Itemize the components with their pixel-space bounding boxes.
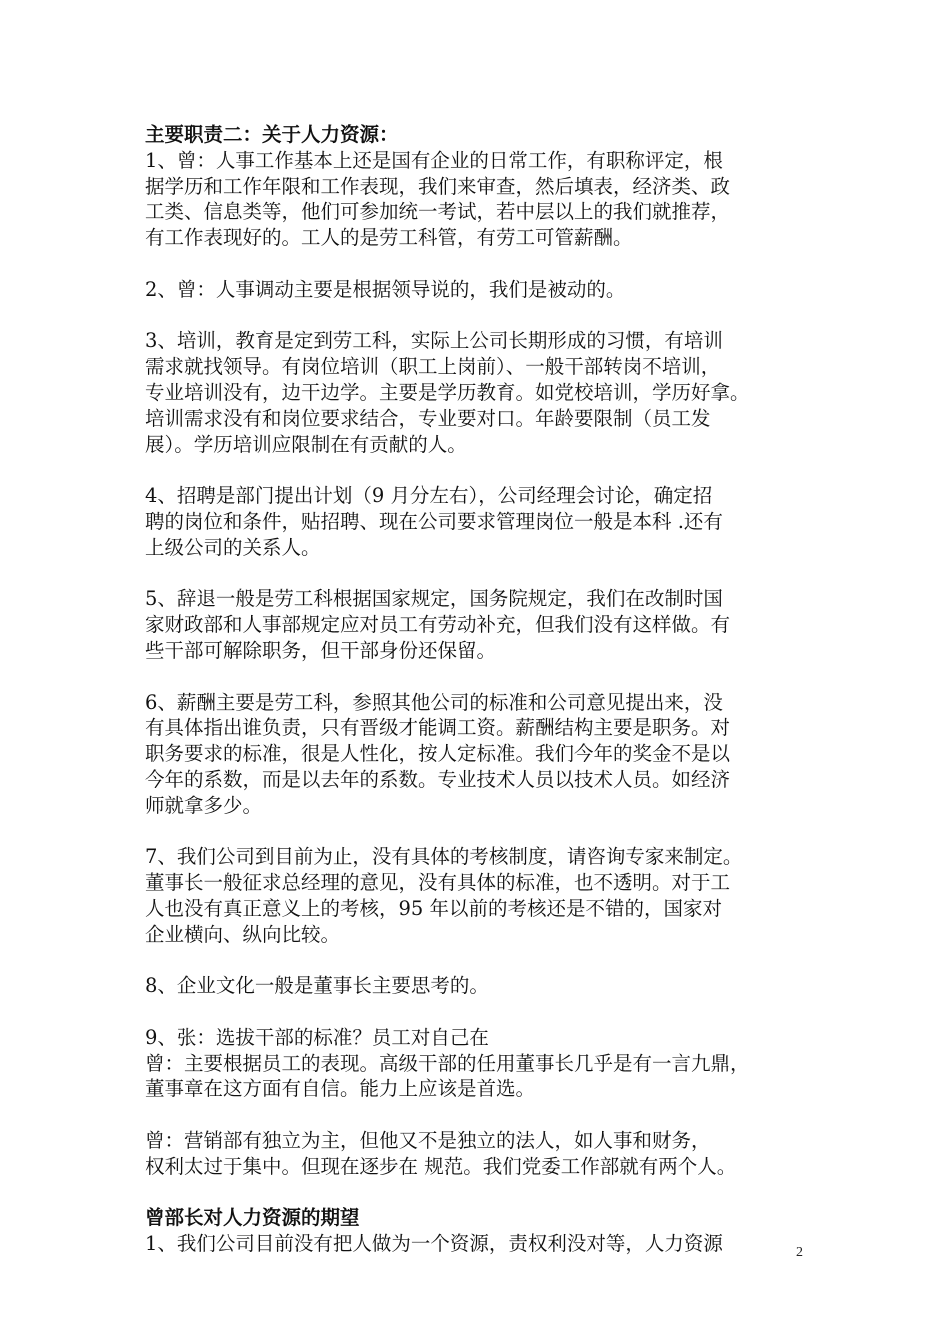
text-line: 聘的岗位和条件，贴招聘、现在公司要求管理岗位一般是本科 .还有 bbox=[145, 509, 723, 533]
text-line: 需求就找领导。有岗位培训（职工上岗前）、一般干部转岗不培训， bbox=[145, 355, 721, 379]
paragraph-1 bbox=[145, 148, 817, 251]
text-line: 1、我们公司目前没有把人做为一个资源，责权利没对等，人力资源 bbox=[145, 1232, 723, 1256]
text-line: 展）。学历培训应限制在有贡献的人。 bbox=[145, 432, 467, 456]
text-line: 权利太过于集中。但现在逐步在 规范。我们党委工作部就有两个人。 bbox=[145, 1154, 737, 1178]
text-line: 董事长一般征求总经理的意见，没有具体的标准，也不透明。对于工 bbox=[145, 871, 731, 895]
paragraph-4 bbox=[145, 483, 817, 560]
paragraph-7 bbox=[145, 844, 817, 947]
text-line: 曾：营销部有独立为主，但他又不是独立的法人，如人事和财务， bbox=[145, 1129, 711, 1153]
text-line: 家财政部和人事部规定应对员工有劳动补充，但我们没有这样做。有 bbox=[145, 613, 731, 637]
text-line: 专业培训没有，边干边学。主要是学历教育。如党校培训，学历好拿。 bbox=[145, 380, 750, 404]
paragraph-9 bbox=[145, 1025, 817, 1102]
text-line: 据学历和工作年限和工作表现，我们来审查，然后填表，经济类、政 bbox=[145, 174, 731, 198]
paragraph-8 bbox=[145, 973, 817, 999]
text-line: 4、招聘是部门提出计划（9 月分左右），公司经理会讨论，确定招 bbox=[145, 484, 713, 508]
text-line: 9、张：选拔干部的标准？员工对自己在 bbox=[145, 1025, 489, 1049]
text-line: 工类、信息类等，他们可参加统一考试，若中层以上的我们就推荐， bbox=[145, 200, 731, 224]
text-line: 些干部可解除职务，但干部身份还保留。 bbox=[145, 638, 497, 662]
text-line: 曾：主要根据员工的表现。高级干部的任用董事长几乎是有一言九鼎， bbox=[145, 1051, 750, 1075]
text-line: 今年的系数，而是以去年的系数。专业技术人员以技术人员。如经济 bbox=[145, 767, 731, 791]
paragraph-10 bbox=[145, 1128, 817, 1180]
text-line: 8、企业文化一般是董事长主要思考的。 bbox=[145, 974, 489, 998]
text-line: 5、辞退一般是劳工科根据国家规定，国务院规定，我们在改制时国 bbox=[145, 587, 723, 611]
text-line: 上级公司的关系人。 bbox=[145, 535, 321, 559]
text-line: 1、曾：人事工作基本上还是国有企业的日常工作，有职称评定，根 bbox=[145, 148, 723, 172]
paragraph-3 bbox=[145, 328, 817, 457]
text-line: 师就拿多少。 bbox=[145, 793, 263, 817]
text-line: 3、培训，教育是定到劳工科，实际上公司长期形成的习惯，有培训 bbox=[145, 329, 723, 353]
text-line: 6、薪酬主要是劳工科，参照其他公司的标准和公司意见提出来，没 bbox=[145, 690, 723, 714]
text-line: 2、曾：人事调动主要是根据领导说的，我们是被动的。 bbox=[145, 277, 626, 301]
page-number: 2 bbox=[796, 1245, 803, 1260]
paragraph-5 bbox=[145, 586, 817, 663]
text-line: 7、我们公司到目前为止，没有具体的考核制度，请咨询专家来制定。 bbox=[145, 845, 743, 869]
section-heading-hr-expectations: 曾部长对人力资源的期望 bbox=[145, 1206, 360, 1230]
paragraph-6 bbox=[145, 690, 817, 819]
text-line: 董事章在这方面有自信。能力上应该是首选。 bbox=[145, 1077, 536, 1101]
section-heading-hr-duties: 主要职责二：关于人力资源： bbox=[145, 123, 399, 146]
text-line: 有工作表现好的。工人的是劳工科管，有劳工可管薪酬。 bbox=[145, 226, 633, 250]
text-line: 培训需求没有和岗位要求结合，专业要对口。年龄要限制（员工发 bbox=[145, 406, 711, 430]
text-line: 职务要求的标准，很是人性化，按人定标准。我们今年的奖金不是以 bbox=[145, 742, 731, 766]
text-line: 企业横向、纵向比较。 bbox=[145, 922, 341, 946]
text-line: 有具体指出谁负责，只有晋级才能调工资。薪酬结构主要是职务。对 bbox=[145, 716, 731, 740]
paragraph-2 bbox=[145, 277, 817, 303]
text-line: 人也没有真正意义上的考核，95 年以前的考核还是不错的，国家对 bbox=[145, 896, 723, 920]
document-body bbox=[145, 122, 817, 1257]
